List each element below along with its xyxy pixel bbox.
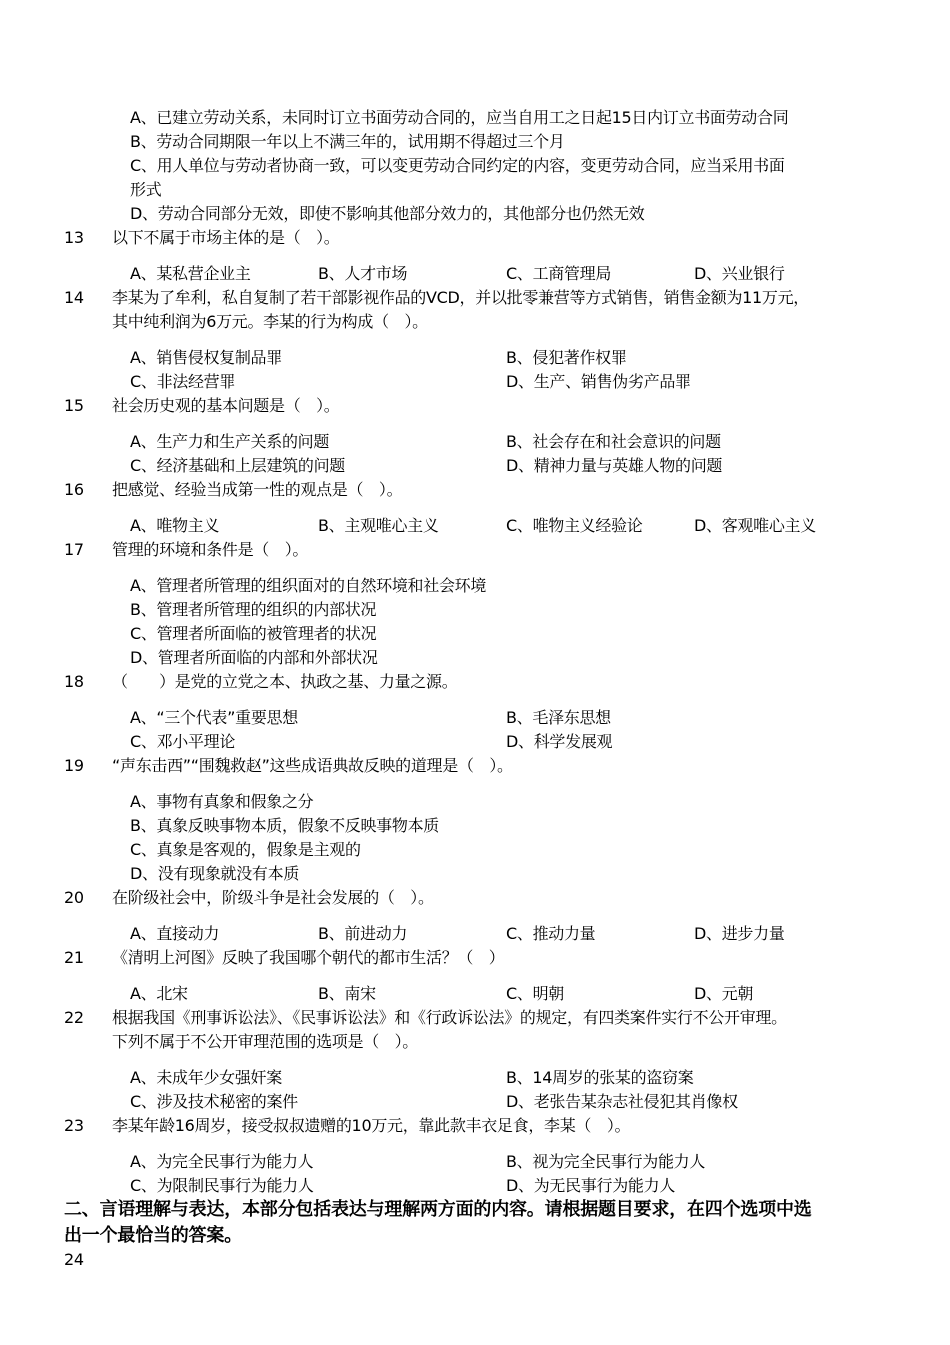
question-number: 17 <box>64 540 84 559</box>
answer-option: D、进步力量 <box>694 924 785 943</box>
question-number: 21 <box>64 948 84 967</box>
answer-option: C、唯物主义经验论 <box>506 516 643 535</box>
question-number: 18 <box>64 672 84 691</box>
answer-option: A、“三个代表”重要思想 <box>130 708 298 727</box>
question-text: 管理的环境和条件是（ ）。 <box>112 540 309 559</box>
section-heading: 二、言语理解与表达，本部分包括表达与理解两方面的内容。请根据题目要求，在四个选项中选 <box>64 1199 812 1220</box>
answer-option: D、没有现象就没有本质 <box>130 864 300 883</box>
answer-option: A、未成年少女强奸案 <box>130 1068 282 1087</box>
question-text: “声东击西”“围魏救赵”这些成语典故反映的道理是（ ）。 <box>112 756 513 775</box>
answer-option: C、涉及技术秘密的案件 <box>130 1092 298 1111</box>
answer-option: D、元朝 <box>694 984 754 1003</box>
answer-option: D、科学发展观 <box>506 732 613 751</box>
question-text: 《清明上河图》反映了我国哪个朝代的都市生活？（ ） <box>112 948 505 967</box>
answer-option: B、真象反映事物本质，假象不反映事物本质 <box>130 816 439 835</box>
answer-option: C、工商管理局 <box>506 264 612 283</box>
answer-option: C、非法经营罪 <box>130 372 236 391</box>
answer-option: D、生产、销售伪劣产品罪 <box>506 372 691 391</box>
answer-option: C、真象是客观的，假象是主观的 <box>130 840 361 859</box>
answer-option: D、客观唯心主义 <box>694 516 816 535</box>
answer-option: B、侵犯著作权罪 <box>506 348 627 367</box>
question-number: 15 <box>64 396 84 415</box>
answer-option: C、明朝 <box>506 984 564 1003</box>
question-text: 李某年龄16周岁，接受叔叔遗赠的10万元，靠此款丰衣足食，李某（ ）。 <box>112 1116 631 1135</box>
answer-option: A、唯物主义 <box>130 516 220 535</box>
answer-option: B、社会存在和社会意识的问题 <box>506 432 721 451</box>
question-text: 以下不属于市场主体的是（ ）。 <box>112 228 340 247</box>
question-text: 下列不属于不公开审理范围的选项是（ ）。 <box>112 1032 419 1051</box>
answer-option: D、为无民事行为能力人 <box>506 1176 676 1195</box>
answer-option: A、某私营企业主 <box>130 264 251 283</box>
answer-option: A、已建立劳动关系，未同时订立书面劳动合同的，应当自用工之日起15日内订立书面劳动合同 <box>130 108 789 127</box>
answer-option: D、劳动合同部分无效，即使不影响其他部分效力的，其他部分也仍然无效 <box>130 204 645 223</box>
question-text: 李某为了牟利，私自复制了若干部影视作品的VCD，并以批零兼营等方式销售，销售金额为11万元， <box>112 288 809 307</box>
section-heading: 出一个最恰当的答案。 <box>64 1225 242 1246</box>
answer-option: D、精神力量与英雄人物的问题 <box>506 456 723 475</box>
question-text: 把感觉、经验当成第一性的观点是（ ）。 <box>112 480 403 499</box>
question-text: 社会历史观的基本问题是（ ）。 <box>112 396 340 415</box>
question-text: 根据我国《刑事诉讼法》、《民事诉讼法》和《行政诉讼法》的规定，有四类案件实行不公开审理。 <box>112 1008 787 1027</box>
answer-option: C、管理者所面临的被管理者的状况 <box>130 624 377 643</box>
answer-option: A、为完全民事行为能力人 <box>130 1152 314 1171</box>
answer-option: D、管理者所面临的内部和外部状况 <box>130 648 378 667</box>
answer-option: A、销售侵权复制品罪 <box>130 348 282 367</box>
question-text: 其中纯利润为6万元。李某的行为构成（ ）。 <box>112 312 428 331</box>
answer-option: C、推动力量 <box>506 924 596 943</box>
answer-option: B、管理者所管理的组织的内部状况 <box>130 600 377 619</box>
question-text: 在阶级社会中，阶级斗争是社会发展的（ ）。 <box>112 888 434 907</box>
answer-option: B、人才市场 <box>318 264 408 283</box>
answer-option: B、南宋 <box>318 984 376 1003</box>
question-text: （ ）是党的立党之本、执政之基、力量之源。 <box>112 672 458 691</box>
question-number: 23 <box>64 1116 84 1135</box>
answer-option: A、事物有真象和假象之分 <box>130 792 314 811</box>
answer-option: D、兴业银行 <box>694 264 785 283</box>
question-number: 14 <box>64 288 84 307</box>
answer-option: C、经济基础和上层建筑的问题 <box>130 456 345 475</box>
answer-option: A、管理者所管理的组织面对的自然环境和社会环境 <box>130 576 487 595</box>
answer-option: A、生产力和生产关系的问题 <box>130 432 330 451</box>
answer-option: 形式 <box>130 180 162 199</box>
question-number: 22 <box>64 1008 84 1027</box>
answer-option: B、毛泽东思想 <box>506 708 611 727</box>
answer-option: C、邓小平理论 <box>130 732 236 751</box>
answer-option: C、为限制民事行为能力人 <box>130 1176 314 1195</box>
question-number: 24 <box>64 1250 84 1269</box>
answer-option: B、视为完全民事行为能力人 <box>506 1152 706 1171</box>
answer-option: B、14周岁的张某的盗窃案 <box>506 1068 694 1087</box>
answer-option: B、前进动力 <box>318 924 408 943</box>
answer-option: B、劳动合同期限一年以上不满三年的，试用期不得超过三个月 <box>130 132 565 151</box>
answer-option: C、用人单位与劳动者协商一致，可以变更劳动合同约定的内容，变更劳动合同，应当采用书面 <box>130 156 785 175</box>
question-number: 16 <box>64 480 84 499</box>
question-number: 19 <box>64 756 84 775</box>
answer-option: D、老张告某杂志社侵犯其肖像权 <box>506 1092 738 1111</box>
answer-option: A、直接动力 <box>130 924 220 943</box>
answer-option: B、主观唯心主义 <box>318 516 439 535</box>
question-number: 13 <box>64 228 84 247</box>
question-number: 20 <box>64 888 84 907</box>
answer-option: A、北宋 <box>130 984 188 1003</box>
